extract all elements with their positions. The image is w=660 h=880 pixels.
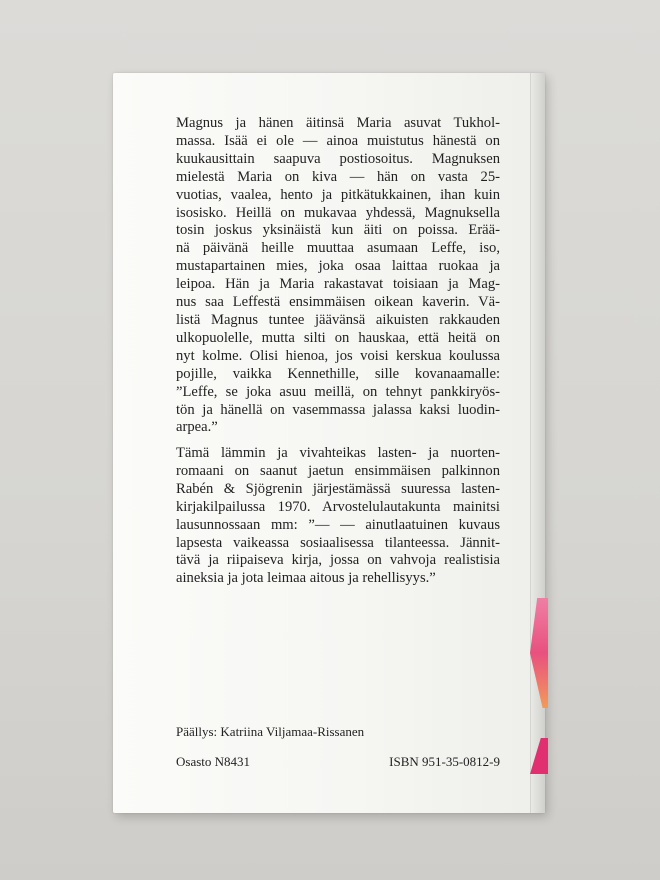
blurb-line: tön ja hänellä on vasemmassa jalassa kaksi luodin- — [176, 401, 500, 418]
blurb-line: aineksia ja jota leimaa aitous ja rehellisyys.” — [176, 570, 436, 587]
blurb-line: kirjakilpailussa 1970. Arvostelulautakunta mainitsi — [176, 498, 500, 515]
blurb-line: pojille, vaikka Kennethille, sille kovanaamalle: — [176, 365, 500, 382]
blurb-line: nus saa Leffestä ensimmäisen oikean kaverin. Vä- — [176, 294, 500, 311]
blurb-line: nä päivänä heille muuttaa asumaan Leffe, iso, — [176, 240, 500, 257]
blurb-line: listä Magnus tuntee jäävänsä aikuisten rakkauden — [176, 311, 500, 328]
blurb-line: vuotias, vaalea, hento ja pitkätukkainen, ihan kuin — [176, 186, 500, 203]
blurb-line: ulkopuolelle, mutta silti on hauskaa, että heitä on — [176, 329, 500, 346]
blurb-line: mustapartainen mies, joka osaa laittaa ruokaa ja — [176, 258, 500, 275]
blurb-line: lapsesta vaikeassa sosiaalisessa tilanteessa. Jännit- — [176, 534, 500, 551]
blurb-line: nyt kolme. Olisi hienoa, jos voisi kerskua koulussa — [176, 347, 500, 364]
blurb-line: Tämä lämmin ja vivahteikas lasten- ja nuorten- — [176, 445, 500, 461]
isbn-number: ISBN 951-35-0812-9 — [389, 754, 500, 769]
blurb-line: isosisko. Heillä on mukavaa yhdessä, Magnuksella — [176, 204, 500, 221]
blurb-paragraph-2 — [176, 445, 500, 588]
blurb-line: Rabén & Sjögrenin järjestämässä suuressa lasten- — [176, 480, 500, 497]
blurb-line: tävä ja riipaiseva kirja, jossa on vahvoja realistisia — [176, 552, 500, 569]
blurb-line: leipoa. Hän ja Maria rakastavat toisiaan ja Mag- — [176, 276, 500, 293]
department-code: Osasto N8431 — [176, 754, 251, 769]
blurb-line: arpea.” — [176, 419, 218, 436]
blurb-line: ”Leffe, se joka asuu meillä, on tehnyt pankkiryös- — [176, 383, 500, 400]
blurb-line: tosin joskus yksinäistä kun äiti on poissa. Erää- — [176, 222, 500, 239]
blurb-line: kuukausittain saapuva postiosoitus. Magnuksen — [176, 150, 500, 167]
blurb-paragraph-1 — [176, 115, 500, 437]
blurb-line: romaani on saanut jaetun ensimmäisen palkinnon — [176, 462, 500, 479]
blurb-line: massa. Isää ei ole — ainoa muistutus hänestä on — [176, 132, 500, 149]
cover-designer-credit: Päällys: Katriina Viljamaa-Rissanen — [176, 724, 365, 739]
blurb-line: mielestä Maria on kiva — hän on vasta 25- — [176, 168, 500, 185]
blurb-line: lausunnossaan mm: ”— — ainutlaatuinen kuvaus — [176, 516, 500, 533]
book-back-cover — [113, 73, 545, 813]
blurb-line: Magnus ja hänen äitinsä Maria asuvat Tukhol- — [176, 115, 500, 131]
